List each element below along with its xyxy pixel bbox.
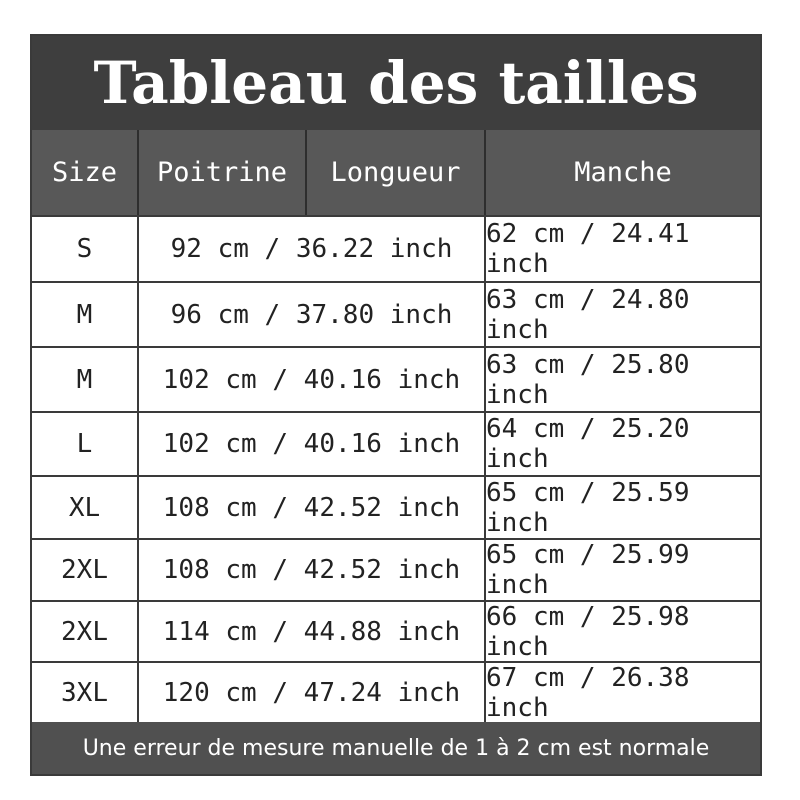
table-row: [32, 600, 760, 661]
table-row: [32, 411, 760, 475]
cell-poitrine: 114 cm / 44.88 inch: [139, 602, 486, 661]
cell-size: M: [32, 283, 139, 346]
cell-manche: 65 cm / 25.99 inch: [486, 540, 690, 600]
table-row: [32, 538, 760, 600]
table-row: [32, 281, 760, 346]
cell-manche: 65 cm / 25.59 inch: [486, 477, 690, 538]
cell-poitrine: 108 cm / 42.52 inch: [139, 540, 486, 600]
size-chart: [30, 34, 762, 776]
table-row: [32, 215, 760, 281]
cell-poitrine: 102 cm / 40.16 inch: [139, 348, 486, 411]
cell-poitrine: 102 cm / 40.16 inch: [139, 413, 486, 475]
header-longueur: Longueur: [307, 130, 486, 215]
cell-size: XL: [32, 477, 139, 538]
cell-manche: 67 cm / 26.38 inch: [486, 662, 690, 723]
cell-poitrine: 120 cm / 47.24 inch: [139, 663, 486, 722]
measurement-note: Une erreur de mesure manuelle de 1 à 2 cm est normale: [32, 722, 760, 774]
cell-manche: 66 cm / 25.98 inch: [486, 601, 690, 662]
cell-manche: 64 cm / 25.20 inch: [486, 414, 690, 474]
cell-poitrine: 92 cm / 36.22 inch: [139, 217, 486, 281]
cell-size: S: [32, 217, 139, 281]
table-row: [32, 475, 760, 538]
cell-manche: 62 cm / 24.41 inch: [486, 219, 690, 279]
cell-poitrine: 96 cm / 37.80 inch: [139, 283, 486, 346]
cell-size: 3XL: [32, 663, 139, 722]
cell-manche: 63 cm / 25.80 inch: [486, 349, 690, 410]
chart-title: Tableau des tailles: [32, 36, 760, 130]
cell-size: 2XL: [32, 540, 139, 600]
cell-size: M: [32, 348, 139, 411]
cell-manche: 63 cm / 24.80 inch: [486, 284, 690, 345]
cell-size: L: [32, 413, 139, 475]
cell-poitrine: 108 cm / 42.52 inch: [139, 477, 486, 538]
header-manche: Manche: [486, 130, 760, 215]
header-poitrine: Poitrine: [139, 130, 307, 215]
table-row: [32, 661, 760, 722]
table-row: [32, 346, 760, 411]
header-size: Size: [32, 130, 139, 215]
cell-size: 2XL: [32, 602, 139, 661]
